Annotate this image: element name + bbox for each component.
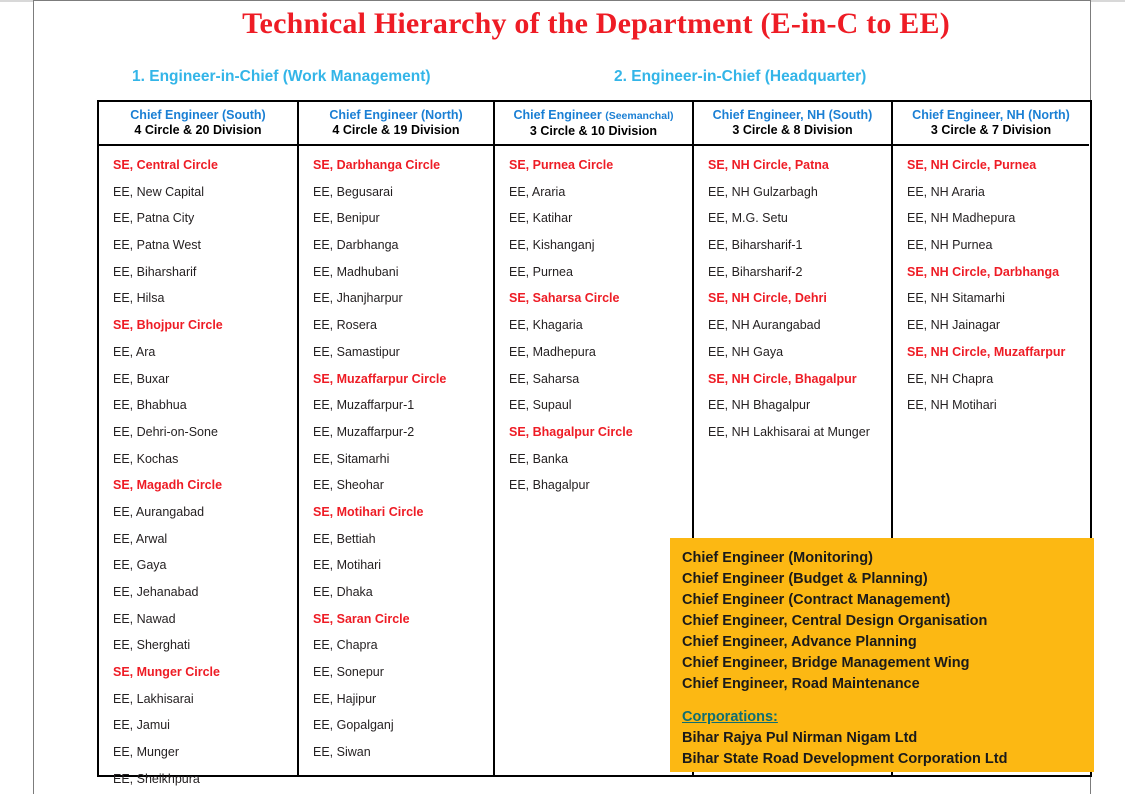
division-entry: EE, Madhubani	[313, 264, 399, 279]
division-entry: EE, Sitamarhi	[313, 451, 390, 466]
column-header-nh-south	[694, 102, 891, 146]
column-header-north	[299, 102, 493, 146]
column-header-title-qualifier: (Seemanchal)	[605, 109, 674, 122]
division-entry: EE, Banka	[509, 451, 569, 466]
chief-engineer-wing-entry: Chief Engineer, Bridge Management Wing	[682, 655, 970, 671]
section-heading-headquarter: 2. Engineer-in-Chief (Headquarter)	[614, 68, 867, 85]
division-entry: EE, New Capital	[113, 184, 205, 199]
division-entry: EE, Jamui	[113, 718, 170, 733]
circle-entry: SE, Saran Circle	[313, 611, 410, 626]
division-entry: EE, Benipur	[313, 211, 380, 226]
circle-entry: SE, Magadh Circle	[113, 478, 223, 493]
division-entry: EE, M.G. Setu	[708, 211, 788, 226]
circle-entry: SE, Saharsa Circle	[509, 291, 620, 306]
division-entry: EE, Munger	[113, 745, 180, 760]
column-header-subtitle: 4 Circle & 19 Division	[332, 123, 460, 137]
column-body-south	[99, 146, 297, 799]
division-entry: EE, NH Motihari	[907, 398, 997, 413]
division-entry: EE, NH Gulzarbagh	[708, 184, 818, 199]
chief-engineer-wing-entry: Chief Engineer, Advance Planning	[682, 634, 917, 650]
division-entry: EE, Gopalganj	[313, 718, 394, 733]
circle-entry: SE, Motihari Circle	[313, 504, 424, 519]
circle-entry: SE, Munger Circle	[113, 665, 220, 680]
column-header-title: Chief Engineer (North)	[329, 108, 463, 122]
division-entry: EE, Bhagalpur	[509, 478, 590, 493]
column-body-north	[299, 146, 493, 772]
division-entry: EE, Madhepura	[509, 344, 596, 359]
division-entry: EE, NH Aurangabad	[708, 318, 821, 333]
column-header-nh-north	[893, 102, 1089, 146]
division-entry: EE, NH Madhepura	[907, 211, 1016, 226]
column-body-nh-south	[694, 146, 891, 452]
division-entry: EE, Muzaffarpur-2	[313, 424, 415, 439]
circle-entry: SE, Darbhanga Circle	[313, 158, 441, 172]
column-body-seemanchal	[495, 146, 692, 505]
division-entry: EE, Arwal	[113, 531, 168, 546]
column-header-south	[99, 102, 297, 146]
division-entry: EE, NH Bhagalpur	[708, 398, 811, 413]
circle-entry: SE, Purnea Circle	[509, 158, 614, 172]
division-entry: EE, Lakhisarai	[113, 691, 194, 706]
division-entry: EE, NH Jainagar	[907, 318, 1001, 333]
division-entry: EE, Supaul	[509, 398, 572, 413]
division-entry: EE, Gaya	[113, 558, 167, 573]
division-entry: EE, Chapra	[313, 638, 378, 653]
division-entry: EE, Araria	[509, 184, 566, 199]
division-entry: EE, Kochas	[113, 451, 179, 466]
division-entry: EE, Sheikhpura	[113, 771, 200, 786]
division-entry: EE, Patna City	[113, 211, 195, 226]
division-entry: EE, Purnea	[509, 264, 573, 279]
circle-entry: SE, Central Circle	[113, 158, 218, 172]
division-entry: EE, Dehri-on-Sone	[113, 424, 218, 439]
division-entry: EE, Bhabhua	[113, 398, 187, 413]
division-entry: EE, Biharsharif	[113, 264, 197, 279]
division-entry: EE, Patna West	[113, 238, 202, 253]
division-entry: EE, Buxar	[113, 371, 170, 386]
column-header-subtitle: 3 Circle & 7 Division	[930, 123, 1052, 137]
circle-entry: SE, Bhojpur Circle	[113, 318, 223, 333]
page-frame	[33, 0, 1091, 794]
division-entry: EE, NH Lakhisarai at Munger	[708, 424, 870, 439]
circle-entry: SE, NH Circle, Dehri	[708, 291, 827, 306]
division-entry: EE, Sonepur	[313, 665, 384, 680]
chief-engineer-wing-entry: Chief Engineer, Central Design Organisation	[682, 613, 988, 629]
division-entry: EE, Kishanganj	[509, 238, 595, 253]
chief-engineer-wing-entry: Chief Engineer (Contract Management)	[682, 592, 951, 608]
column-header-subtitle: 3 Circle & 8 Division	[732, 123, 853, 137]
circle-entry: SE, NH Circle, Patna	[708, 158, 829, 172]
chief-engineer-wing-entry: Chief Engineer (Monitoring)	[682, 550, 873, 566]
division-entry: EE, NH Sitamarhi	[907, 291, 1005, 306]
circle-entry: SE, Bhagalpur Circle	[509, 424, 633, 439]
division-entry: EE, Biharsharif-1	[708, 238, 803, 253]
circle-entry: SE, NH Circle, Purnea	[907, 158, 1037, 172]
division-entry: EE, Samastipur	[313, 344, 400, 359]
chief-engineer-wing-entry: Chief Engineer (Budget & Planning)	[682, 571, 928, 587]
division-entry: EE, NH Purnea	[907, 238, 993, 253]
column-header-subtitle: 3 Circle & 10 Division	[529, 123, 658, 138]
division-entry: EE, NH Araria	[907, 184, 985, 199]
division-entry: EE, Khagaria	[509, 318, 583, 333]
section-heading-work-management: 1. Engineer-in-Chief (Work Management)	[132, 68, 431, 85]
division-entry: EE, Saharsa	[509, 371, 580, 386]
section-headings	[67, 68, 1125, 92]
division-entry: EE, Siwan	[313, 745, 371, 760]
column-north	[299, 102, 495, 775]
column-body-nh-north	[893, 146, 1089, 425]
division-entry: EE, Hajipur	[313, 691, 377, 706]
corporation-entry: Bihar State Road Development Corporation Ltd	[682, 751, 1008, 767]
division-entry: EE, NH Chapra	[907, 371, 994, 386]
division-entry: EE, Ara	[113, 344, 156, 359]
column-header-title: Chief Engineer, NH (North)	[912, 108, 1070, 122]
division-entry: EE, Jhanjharpur	[313, 291, 403, 306]
column-header-title: Chief Engineer (South)	[130, 108, 266, 122]
column-seemanchal	[495, 102, 694, 775]
corporation-entry: Bihar Rajya Pul Nirman Nigam Ltd	[682, 730, 918, 746]
division-entry: EE, Hilsa	[113, 291, 165, 306]
division-entry: EE, Begusarai	[313, 184, 393, 199]
division-entry: EE, Biharsharif-2	[708, 264, 803, 279]
division-entry: EE, Katihar	[509, 211, 573, 226]
division-entry: EE, NH Gaya	[708, 344, 784, 359]
division-entry: EE, Dhaka	[313, 585, 373, 599]
division-entry: EE, Sherghati	[113, 638, 191, 653]
circle-entry: SE, NH Circle, Darbhanga	[907, 264, 1060, 279]
division-entry: EE, Nawad	[113, 611, 176, 626]
column-header-subtitle: 4 Circle & 20 Division	[134, 123, 262, 137]
division-entry: EE, Rosera	[313, 318, 377, 333]
column-header-title: Chief Engineer (Seemanchal)	[513, 107, 674, 122]
page-title: Technical Hierarchy of the Department (E-in-C to EE)	[242, 7, 950, 40]
division-entry: EE, Muzaffarpur-1	[313, 398, 415, 413]
division-entry: EE, Motihari	[313, 558, 382, 573]
division-entry: EE, Aurangabad	[113, 504, 205, 519]
circle-entry: SE, NH Circle, Bhagalpur	[708, 371, 857, 386]
circle-entry: SE, Muzaffarpur Circle	[313, 371, 447, 386]
headquarter-wings-box	[670, 538, 1094, 772]
column-south	[99, 102, 299, 786]
column-header-title: Chief Engineer, NH (South)	[712, 108, 873, 122]
circle-entry: SE, NH Circle, Muzaffarpur	[907, 344, 1066, 359]
division-entry: EE, Jehanabad	[113, 585, 199, 599]
division-entry: EE, Bettiah	[313, 531, 376, 546]
chief-engineer-wing-entry: Chief Engineer, Road Maintenance	[682, 676, 920, 692]
column-header-seemanchal	[495, 102, 692, 146]
division-entry: EE, Darbhanga	[313, 238, 399, 253]
corporations-heading: Corporations:	[682, 709, 778, 725]
division-entry: EE, Sheohar	[313, 478, 384, 493]
